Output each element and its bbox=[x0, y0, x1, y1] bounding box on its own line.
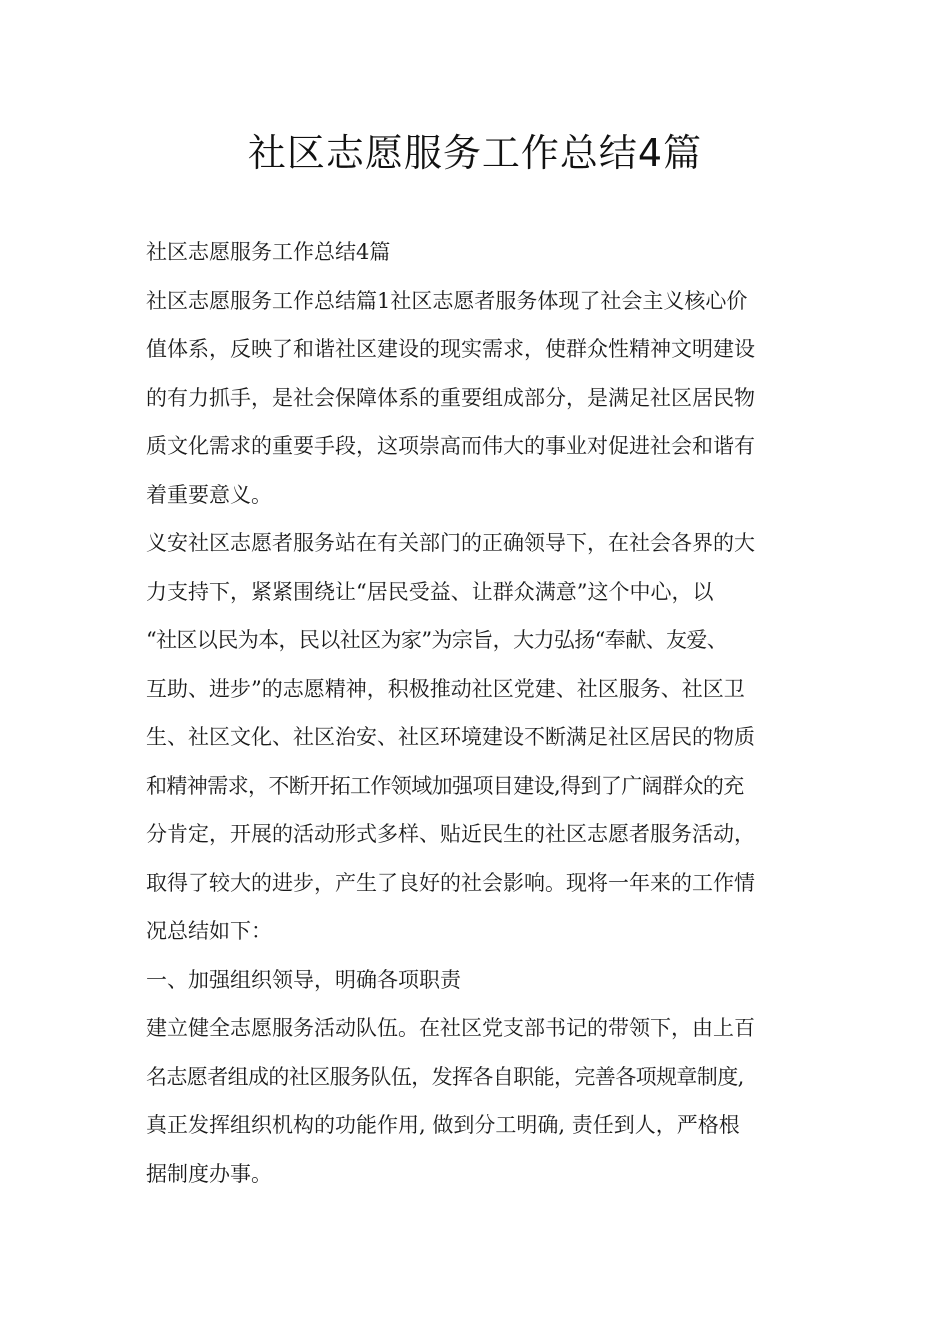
document-title: 社区志愿服务工作总结4篇 bbox=[247, 131, 703, 175]
paragraph-line: 质文化需求的重要手段，这项崇高而伟大的事业对促进社会和谐有 bbox=[146, 434, 755, 458]
paragraph-line: “社区以民为本，民以社区为家”为宗旨，大力弘扬“奉献、友爱、 bbox=[146, 628, 728, 652]
section-heading: 一、加强组织领导，明确各项职责 bbox=[146, 967, 461, 992]
document-body bbox=[146, 228, 836, 1198]
paragraph-line: 名志愿者组成的社区服务队伍，发挥各自职能，完善各项规章制度, bbox=[146, 1064, 744, 1089]
paragraph-line: 值体系，反映了和谐社区建设的现实需求，使群众性精神文明建设 bbox=[146, 337, 755, 361]
paragraph-line: 和精神需求，不断开拓工作领域加强项目建设,得到了广阔群众的充 bbox=[146, 773, 744, 798]
paragraph-line: 据制度办事。 bbox=[146, 1161, 272, 1186]
paragraph-line: 分肯定，开展的活动形式多样、贴近民生的社区志愿者服务活动， bbox=[146, 822, 755, 846]
paragraph-line: 义安社区志愿者服务站在有关部门的正确领导下，在社会各界的大 bbox=[146, 531, 755, 555]
paragraph-line: 建立健全志愿服务活动队伍。在社区党支部书记的带领下，由上百 bbox=[146, 1016, 755, 1040]
paragraph-line: 社区志愿服务工作总结篇1社区志愿者服务体现了社会主义核心价 bbox=[146, 288, 748, 313]
subtitle-line: 社区志愿服务工作总结4篇 bbox=[146, 240, 391, 264]
paragraph-line: 力支持下，紧紧围绕让“居民受益、让群众满意”这个中心，以 bbox=[146, 579, 714, 604]
paragraph-line: 互助、进步”的志愿精神，积极推动社区党建、社区服务、社区卫 bbox=[146, 676, 745, 701]
paragraph-line: 生、社区文化、社区治安、社区环境建设不断满足社区居民的物质 bbox=[146, 725, 755, 749]
paragraph-line: 真正发挥组织机构的功能作用, 做到分工明确, 责任到人，严格根 bbox=[146, 1113, 740, 1137]
paragraph-line: 况总结如下： bbox=[146, 919, 272, 943]
paragraph-line: 的有力抓手，是社会保障体系的重要组成部分，是满足社区居民物 bbox=[146, 385, 755, 410]
paragraph-line: 取得了较大的进步，产生了良好的社会影响。现将一年来的工作情 bbox=[146, 870, 755, 895]
paragraph-line: 着重要意义。 bbox=[146, 482, 272, 507]
